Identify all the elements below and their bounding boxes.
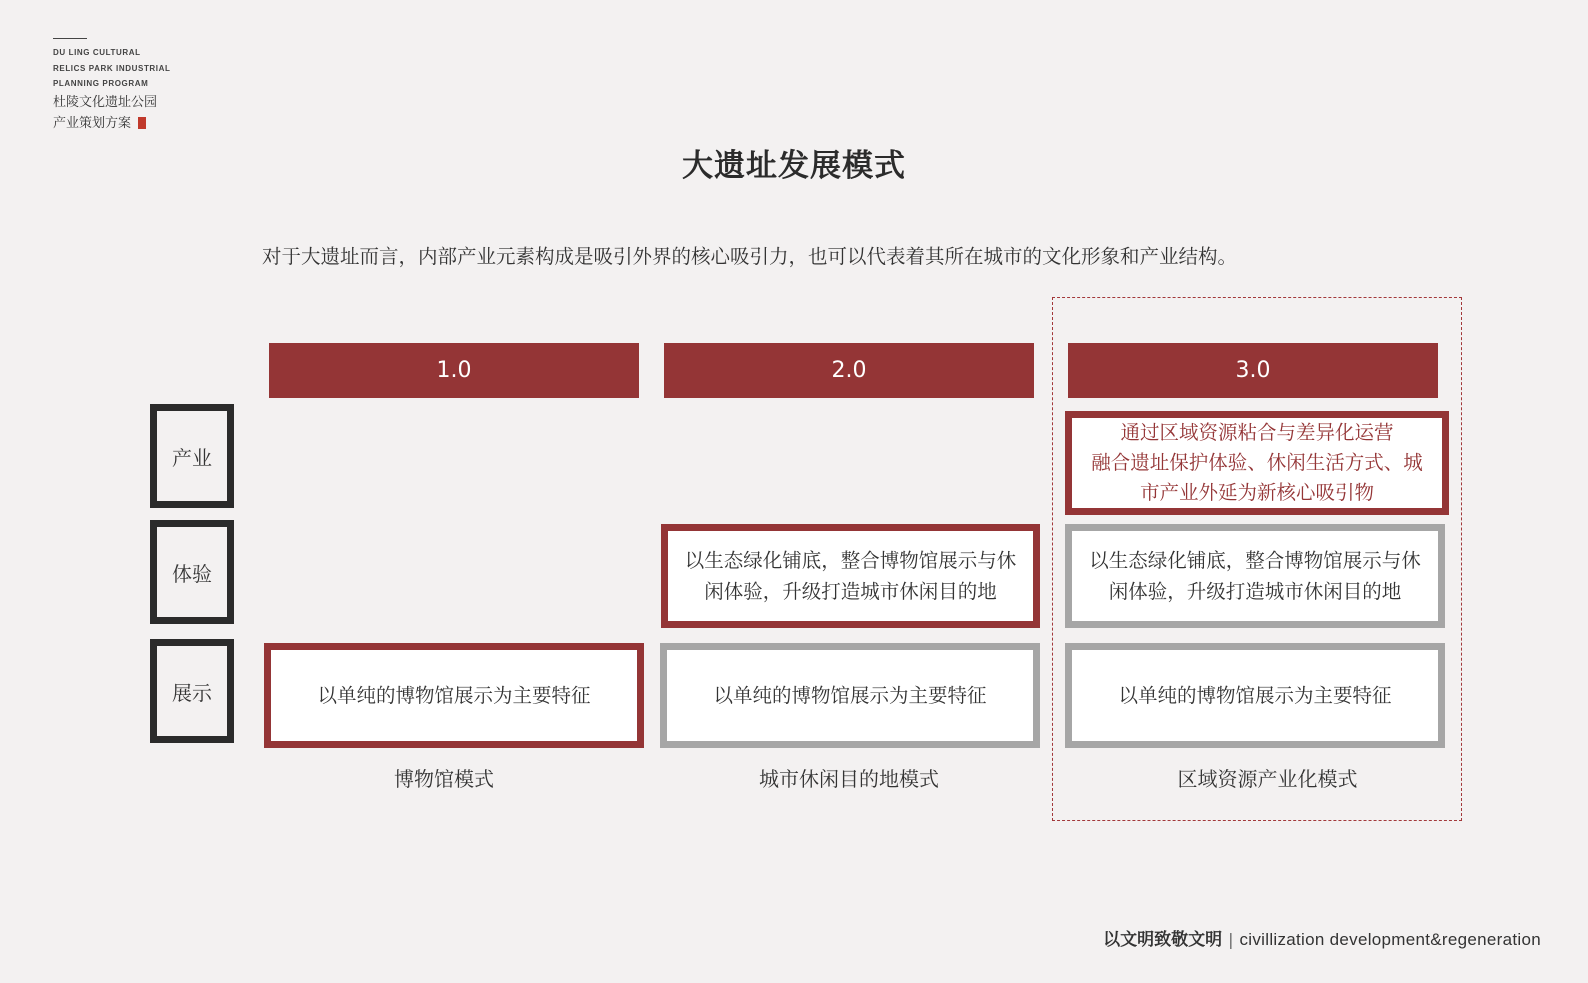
brand-en-line-2: RELICS PARK INDUSTRIAL (53, 63, 171, 73)
cell-display-1: 以单纯的博物馆展示为主要特征 (264, 643, 644, 748)
footer-slogan-en: civillization development&regeneration (1239, 930, 1541, 949)
footer-separator: | (1228, 930, 1234, 949)
cell-experience-2-line-2: 闲体验，升级打造城市休闲目的地 (704, 580, 997, 603)
row-label-experience: 体验 (150, 520, 234, 624)
page-title: 大遗址发展模式 (682, 148, 906, 184)
cell-display-3: 以单纯的博物馆展示为主要特征 (1065, 643, 1445, 748)
brand-cn-line-1: 杜陵文化遗址公园 (53, 94, 158, 110)
caption-column-2: 城市休闲目的地模式 (759, 767, 939, 791)
seal-icon (138, 117, 146, 129)
column-header-1: 1.0 (269, 343, 639, 398)
caption-column-3: 区域资源产业化模式 (1177, 767, 1358, 791)
row-label-industry: 产业 (150, 404, 234, 508)
cell-experience-2-line-1: 以生态绿化铺底，整合博物馆展示与休 (684, 549, 1017, 572)
cell-experience-3-line-1: 以生态绿化铺底，整合博物馆展示与休 (1089, 549, 1421, 572)
cell-experience-3-text (1089, 545, 1421, 607)
cell-industry-3-text (1091, 418, 1423, 508)
cell-experience-3-line-2: 闲体验，升级打造城市休闲目的地 (1108, 580, 1402, 603)
cell-experience-2-text (685, 545, 1017, 607)
caption-column-1: 博物馆模式 (394, 767, 494, 791)
brand-en-line-3: PLANNING PROGRAM (53, 79, 149, 88)
brand-cn-line-2 (53, 113, 171, 134)
cell-industry-3-line-2: 融合遗址保护体验、休闲生活方式、城 (1091, 451, 1423, 474)
brand-rule (53, 38, 87, 39)
brand-cn-line-2-text: 产业策划方案 (53, 115, 132, 131)
column-header-2: 2.0 (664, 343, 1034, 398)
cell-experience-3 (1065, 524, 1445, 628)
column-header-3: 3.0 (1068, 343, 1438, 398)
cell-industry-3-line-1: 通过区域资源粘合与差异化运营 (1120, 421, 1394, 444)
cell-experience-2 (661, 524, 1040, 628)
footer-slogan-cn: 以文明致敬文明 (1103, 930, 1223, 950)
row-label-display: 展示 (150, 639, 234, 743)
cell-display-2: 以单纯的博物馆展示为主要特征 (660, 643, 1040, 748)
cell-industry-3 (1065, 411, 1449, 515)
footer-slogan (1103, 925, 1541, 950)
brand-en-line-1: DU LING CULTURAL (53, 48, 141, 57)
cell-industry-3-line-3: 市产业外延为新核心吸引物 (1139, 481, 1374, 504)
brand-block (53, 38, 171, 134)
intro-text: 对于大遗址而言，内部产业元素构成是吸引外界的核心吸引力，也可以代表着其所在城市的文化形象和产业结构。 (262, 245, 1238, 268)
